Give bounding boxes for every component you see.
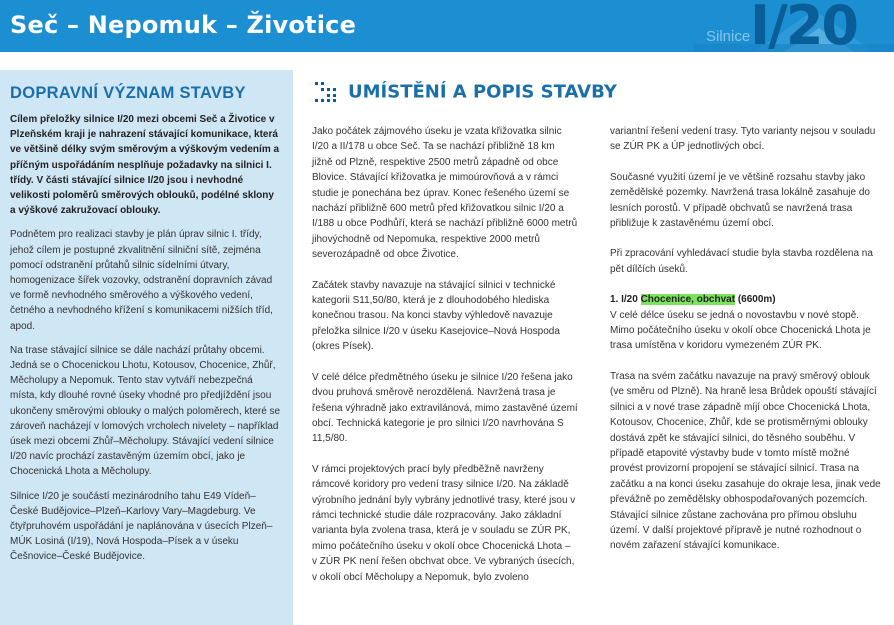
- section-highlight: Chocenice, obchvat: [640, 294, 736, 306]
- section-prefix: 1. I/20: [610, 294, 641, 306]
- section-title: [610, 292, 882, 307]
- logo-number: I/20: [750, 0, 857, 52]
- middle-column: [312, 124, 578, 600]
- right-paragraph-1: variantní řešení vedení trasy. Tyto varianty nejsou v souladu se ZÚR PK a ÚP jednotlivých obcí.: [610, 126, 876, 153]
- page-title: Seč – Nepomuk – Životice: [10, 11, 357, 39]
- left-sidebar: [0, 70, 293, 625]
- middle-paragraph-4: V rámci projektových prací byly předběžně navrženy rámcové koridory pro vedení trasy silnice I/20. Na základě výrobního jednání byly vybrány jednotlivé trasy, které jsou v rámci technické studie dále rozpracovány. Jako základní varianta byla zvolena trasa, která je v souladu se ZÚR PK, mimo počátečního úseku v okolí obce Chocenická Lhota – v ZÚR PK není řešen obchvat obce. Ve vybraných úsecích, v okolí obcí Měcholupy a Nepomuk, bylo zvoleno: [312, 463, 576, 583]
- middle-paragraph-2: Začátek stavby navazuje na stávající silnici v technické kategorii S11,50/80, která je z dlouhodobého hlediska konečnou trasou. Na konci stavby výhledově navazuje přeložka silnice I/20 v úseku Kasejovice–Nová Hospoda (okres Písek).: [312, 279, 560, 353]
- middle-paragraph-1: Jako počátek zájmového úseku je vzata křižovatka silnic I/20 a II/178 u obce Seč. Ta se nachází přibližně 18 km jižně od Plzně, respektive 2500 metrů západně od obce Blovice. Stávající křižovatka je mimoúrovňová a v rámci studie je ponechána bez úprav. Konec řešeného území se nachází přibližně 600 metrů před křižovatkou silnic I/20 a I/188 u obce Podhůří, která se nachází přibližně 6000 metrů jihovýchodně od Nepomuka, respektive 2000 metrů severozápadně od obce Životice.: [312, 126, 578, 261]
- middle-paragraph-3: V celé délce předmětného úseku je silnice I/20 řešena jako dvou pruhová směrově nerozdělená. Navržená trasa je řešena výhradně jako extravilánová, mimo zastavěné území obcí. Technická kategorie je pro silnici I/20 navrhována S 11,5/80.: [312, 371, 578, 445]
- left-heading: DOPRAVNÍ VÝZNAM STAVBY: [10, 84, 246, 102]
- section-suffix: (6600m): [735, 294, 776, 306]
- right-column: [610, 124, 882, 569]
- left-sidebar-content: [10, 84, 282, 574]
- left-paragraph-1: Podnětem pro realizaci stavby je plán úprav silnic I. třídy, jehož cílem je postupné zkvalitnění silniční sítě, zejména pomocí odstranění průtahů silnic sídelními útvary, homogenizace šířek vozovky, odstranění dopravních závad ve formě nevhodného směrového a výškového vedení, četného a nevhodného křížení s komunikacemi nižších tříd, apod.: [10, 229, 273, 332]
- left-paragraph-2: Na trase stávající silnice se dále nachází průtahy obcemi. Jedná se o Chocenickou Lhotu, Kotousov, Chocenice, Zhůř, Měcholupy a Nepomuk. Tento stav vytváří nebezpečná místa, kdy dlouhé rovné úseky vhodné pro předjíždění jsou ukončeny směrovými oblouky o malých poloměrech, které se zároveň nacházejí v lomových vrcholech nivelety – například úsek mezi obcemi Zhůř–Měcholupy. Stávající vedení silnice I/20 navíc prochází zastavěným územím obcí, jako je Chocenická Lhota a Měcholupy.: [10, 344, 281, 478]
- dots-arrow-icon: [314, 80, 340, 104]
- left-paragraph-3: Silnice I/20 je součástí mezinárodního tahu E49 Vídeň– České Budějovice–Plzeň–Karlovy Vary–Magdeburg. Ve čtyřpruhovém uspořádání je naplánována v úsecích Plzeň–MÚK Losiná (I/19), Nová Hospoda–Písek a v úseku Češnovice–České Budějovice.: [10, 490, 273, 563]
- right-paragraph-5: Trasa na svém začátku navazuje na pravý směrový oblouk (ve směru od Plzně). Na hraně lesa Brůdek opouští stávající silnici a v nové trase západně míjí obce Chocenická Lhota, Kotousov, Chocenice, Zhůř, kde se protisměrnými oblouky dostává zpět ke stávající silnici, do těsného souběhu. V případě etapovité výstavby bude v tomto místě možné provést provizorní propojení se stávající silnicí. Trasa na začátku a na konci úseku zasahuje do okraje lesa, jinak vede převážně po zemědělsky obhospodařovaných pozemcích. Stávající silnice zůstane zachována pro přímou obsluhu území. V další projektové přípravě je nutné rozhodnout o novém zařazení stávající komunikace.: [610, 370, 881, 552]
- right-heading-text: UMÍSTĚNÍ A POPIS STAVBY: [348, 81, 617, 103]
- right-paragraph-3: Při zpracování vyhledávací studie byla stavba rozdělena na pět dílčích úseků.: [610, 248, 873, 275]
- right-paragraph-4: V celé délce úseku se jedná o novostavbu v nové stopě. Mimo počátečního úseku v okolí obce Chocenická Lhota je trasa umístěna v koridoru vymezeném ZÚR PK.: [610, 309, 871, 352]
- left-intro: Cílem přeložky silnice I/20 mezi obcemi Seč a Životice v Plzeňském kraji je nahrazení stávající komunikace, která ve většině délky svým směrovým a výškovým vedením a příčným uspořádáním nesplňuje požadavky na silnici I. třídy. V části stávající silnice I/20 jsou i nevhodné velikosti poloměrů směrových oblouků, podélné sklony a výškové zakružovací oblouky.: [10, 114, 280, 217]
- right-paragraph-2: Současné využití území je ve většině rozsahu stavby jako zemědělské pozemky. Navržená trasa lokálně zasahuje do lesních porostů. V případě obchvatů se navržená trasa přibližuje k zastavěnému území obcí.: [610, 171, 870, 230]
- page-header: [0, 0, 894, 52]
- logo-word: Silnice: [706, 28, 751, 45]
- right-heading: [314, 80, 617, 104]
